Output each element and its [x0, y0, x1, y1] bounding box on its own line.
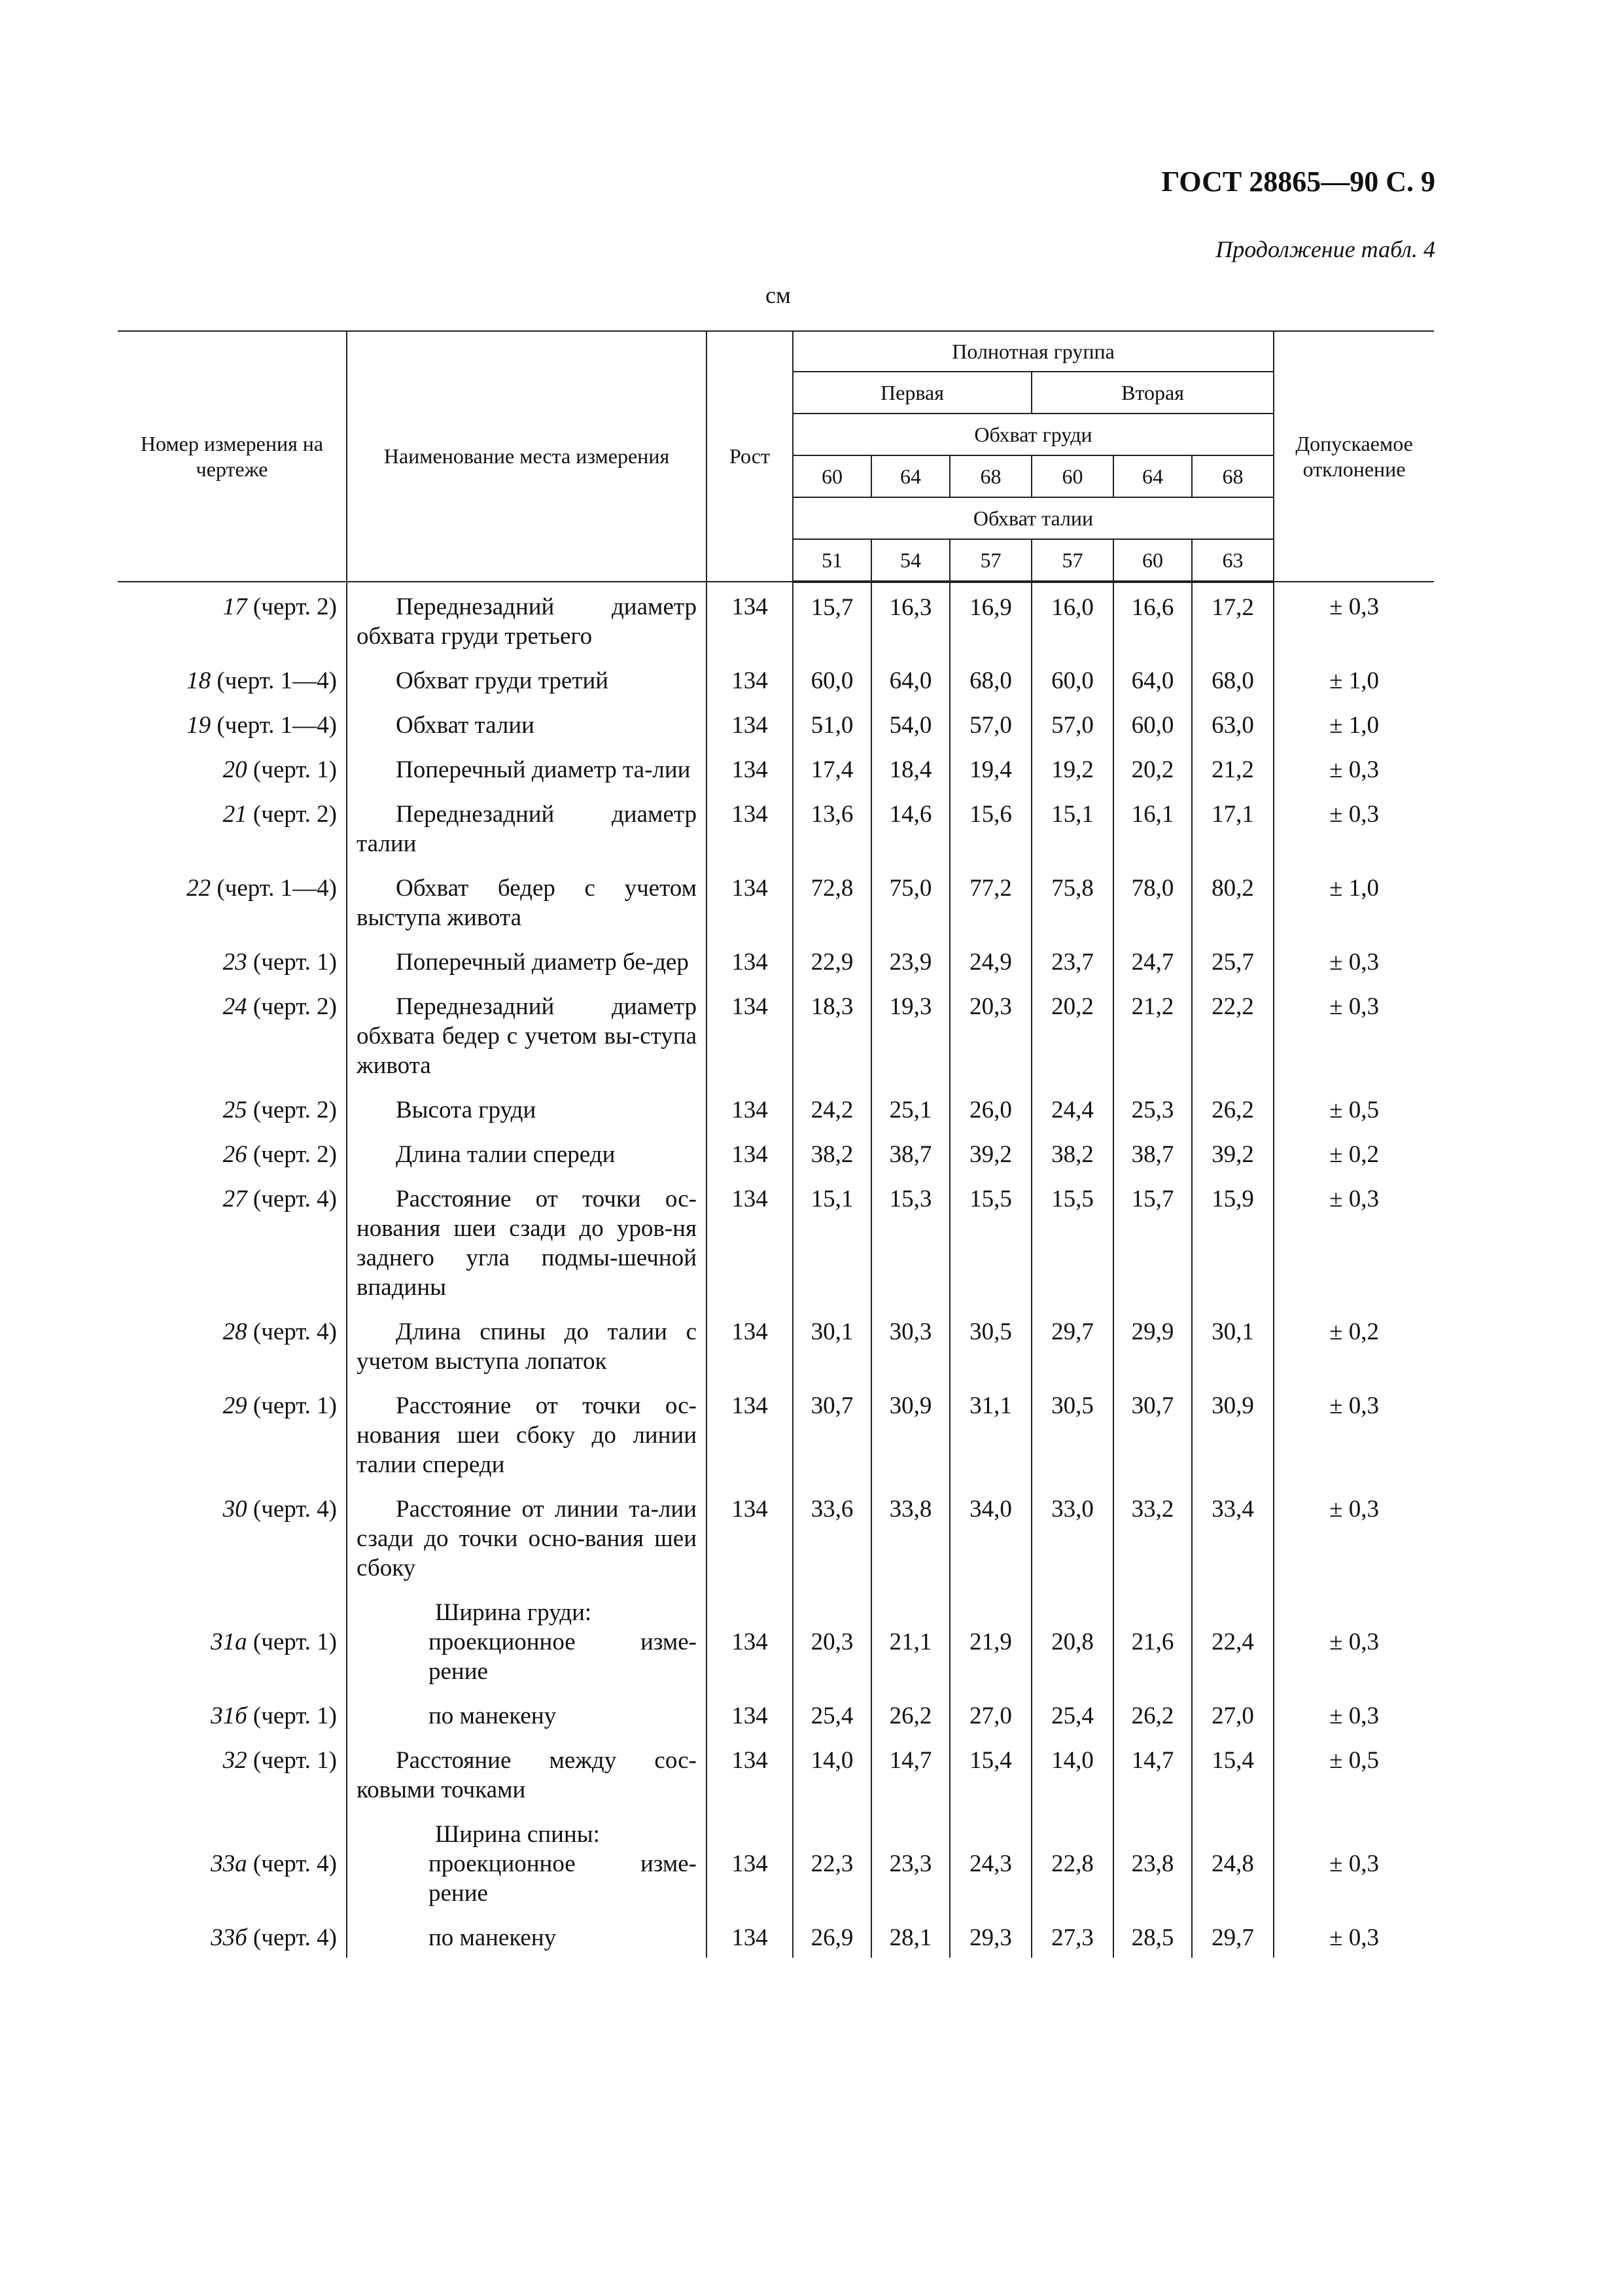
table-row [118, 1174, 1434, 1307]
measurement-value: 29,7 [1192, 1913, 1274, 1958]
table-row [118, 1691, 1434, 1736]
height-value: 134 [707, 1691, 793, 1736]
drawing-reference: (черт. 2) [247, 1141, 337, 1168]
measurement-value: 21,1 [871, 1588, 950, 1691]
measurement-value: 38,2 [793, 1130, 871, 1174]
measurement-value: 24,2 [793, 1086, 871, 1130]
measurement-value: 75,8 [1032, 864, 1113, 938]
measurement-number: 22 [186, 875, 211, 902]
measurement-value: 21,2 [1192, 745, 1274, 790]
measurement-value: 16,1 [1113, 790, 1192, 864]
measurement-number: 18 [186, 667, 211, 694]
measurement-value: 30,3 [871, 1307, 950, 1381]
measurement-number-cell [118, 745, 347, 790]
measurement-number-cell [118, 1691, 347, 1736]
measurement-value: 24,7 [1113, 938, 1192, 982]
header-measurement-name: Наименование места измерения [347, 331, 707, 582]
height-value: 134 [707, 982, 793, 1086]
height-value: 134 [707, 938, 793, 982]
measurement-value: 26,2 [871, 1691, 950, 1736]
units-label: см [765, 282, 791, 308]
measurement-name: Длина спины до талии с учетом выступа лопаток [357, 1318, 697, 1375]
measurement-number: 28 [222, 1318, 247, 1345]
measurement-number: 31б [211, 1703, 247, 1729]
measurement-value: 26,2 [1113, 1691, 1192, 1736]
drawing-reference: (черт. 1—4) [211, 712, 337, 739]
header-waist-girth: Обхват талии [793, 497, 1274, 539]
tolerance-value: ± 0,3 [1329, 1496, 1379, 1523]
measurement-name: Расстояние от линии та-лии сзади до точки осно-вания шеи сбоку [357, 1496, 697, 1581]
measurement-value: 19,2 [1032, 745, 1113, 790]
measurement-value: 80,2 [1192, 864, 1274, 938]
measurement-number: 26 [222, 1141, 247, 1168]
drawing-reference: (черт. 4) [247, 1924, 337, 1951]
measurement-value: 30,7 [1113, 1381, 1192, 1485]
table-row [118, 582, 1434, 656]
measurement-value: 30,5 [950, 1307, 1032, 1381]
measurement-value: 28,1 [871, 1913, 950, 1958]
tolerance-value: ± 0,3 [1329, 756, 1379, 783]
measurement-value: 72,8 [793, 864, 871, 938]
measurement-value: 17,1 [1192, 790, 1274, 864]
drawing-reference: (черт. 2) [247, 801, 337, 828]
measurement-value: 24,9 [950, 938, 1032, 982]
measurement-value: 23,3 [871, 1810, 950, 1913]
measurement-value: 75,0 [871, 864, 950, 938]
table-row [118, 790, 1434, 864]
measurement-value: 24,4 [1032, 1086, 1113, 1130]
measurement-value: 20,8 [1032, 1588, 1113, 1691]
standard-header: ГОСТ 28865—90 С. 9 [1161, 166, 1435, 198]
measurement-value: 30,1 [1192, 1307, 1274, 1381]
table-row [118, 1381, 1434, 1485]
header-chest-value: 60 [1032, 455, 1113, 497]
measurement-value: 15,3 [871, 1174, 950, 1307]
measurement-value: 38,7 [871, 1130, 950, 1174]
measurement-value: 19,3 [871, 982, 950, 1086]
measurement-name-cell [347, 1307, 707, 1381]
height-value: 134 [707, 1174, 793, 1307]
header-group-second: Вторая [1032, 372, 1274, 414]
measurement-number-cell [118, 1086, 347, 1130]
measurement-number: 29 [222, 1392, 247, 1419]
header-waist-value: 54 [871, 539, 950, 582]
measurement-name-cell [347, 1381, 707, 1485]
measurement-value: 22,2 [1192, 982, 1274, 1086]
measurement-number-cell [118, 1485, 347, 1588]
header-chest-value: 68 [1192, 455, 1274, 497]
tolerance-value: ± 0,3 [1329, 993, 1379, 1020]
measurement-value: 23,8 [1113, 1810, 1192, 1913]
measurement-value: 25,3 [1113, 1086, 1192, 1130]
drawing-reference: (черт. 1) [247, 1629, 337, 1655]
measurement-value: 77,2 [950, 864, 1032, 938]
table-row [118, 1810, 1434, 1913]
height-value: 134 [707, 582, 793, 656]
measurement-value: 14,0 [793, 1736, 871, 1810]
measurement-value: 15,5 [950, 1174, 1032, 1307]
measurement-number: 20 [222, 756, 247, 783]
table-continuation-label: Продолжение табл. 4 [1215, 236, 1435, 262]
measurement-value: 39,2 [1192, 1130, 1274, 1174]
drawing-reference: (черт. 4) [247, 1496, 337, 1523]
measurement-value: 23,9 [871, 938, 950, 982]
table-row [118, 982, 1434, 1086]
measurement-name: Расстояние от точки ос-нования шеи сбоку до линии талии спереди [357, 1392, 697, 1478]
height-value: 134 [707, 1086, 793, 1130]
measurement-value: 20,3 [793, 1588, 871, 1691]
measurement-number-cell [118, 864, 347, 938]
height-value: 134 [707, 1307, 793, 1381]
table-row [118, 1588, 1434, 1691]
measurement-name: проекционное изме-рение [428, 1629, 697, 1685]
measurement-value: 27,0 [950, 1691, 1032, 1736]
drawing-reference: (черт. 1—4) [211, 667, 337, 694]
measurement-value: 30,7 [793, 1381, 871, 1485]
header-chest-value: 64 [1113, 455, 1192, 497]
drawing-reference: (черт. 4) [247, 1850, 337, 1877]
measurement-value: 54,0 [871, 701, 950, 745]
measurement-name-cell [347, 582, 707, 656]
measurement-name-cell [347, 1810, 707, 1913]
measurement-name-cell [347, 1913, 707, 1958]
measurement-value: 22,3 [793, 1810, 871, 1913]
measurement-name-cell [347, 745, 707, 790]
tolerance-value: ± 0,3 [1329, 1392, 1379, 1419]
table-row [118, 864, 1434, 938]
header-chest-value: 64 [871, 455, 950, 497]
header-measurement-number: Номер измерения на чертеже [118, 331, 347, 582]
drawing-reference: (черт. 1—4) [211, 875, 337, 902]
tolerance-value: ± 1,0 [1329, 712, 1379, 739]
measurement-value: 24,8 [1192, 1810, 1274, 1913]
measurement-value: 33,8 [871, 1485, 950, 1588]
table-row [118, 938, 1434, 982]
drawing-reference: (черт. 1) [247, 1392, 337, 1419]
measurement-value: 27,3 [1032, 1913, 1113, 1958]
measurement-value: 17,2 [1192, 582, 1274, 656]
measurement-name: проекционное изме-рение [428, 1850, 697, 1907]
measurement-value: 57,0 [1032, 701, 1113, 745]
measurement-value: 25,4 [1032, 1691, 1113, 1736]
header-chest-value: 60 [793, 455, 871, 497]
measurement-value: 19,4 [950, 745, 1032, 790]
measurement-value: 21,9 [950, 1588, 1032, 1691]
measurement-value: 13,6 [793, 790, 871, 864]
measurement-name-cell [347, 790, 707, 864]
tolerance-value: ± 0,2 [1329, 1318, 1379, 1345]
tolerance-value: ± 0,3 [1329, 1703, 1379, 1729]
measurement-name: Поперечный диаметр бе-дер [396, 949, 689, 976]
measurement-value: 33,6 [793, 1485, 871, 1588]
measurement-name: Переднезадний диаметр талии [357, 801, 697, 857]
drawing-reference: (черт. 1) [247, 1747, 337, 1774]
measurement-value: 15,7 [1113, 1174, 1192, 1307]
table-row [118, 656, 1434, 701]
measurements-table [118, 330, 1434, 1958]
measurement-number-cell [118, 1913, 347, 1958]
measurement-value: 30,5 [1032, 1381, 1113, 1485]
measurement-value: 15,4 [950, 1736, 1032, 1810]
tolerance-value: ± 0,3 [1329, 801, 1379, 828]
tolerance-value: ± 0,3 [1329, 1850, 1379, 1877]
measurement-group-title: Ширина груди: [435, 1599, 592, 1626]
measurement-value: 18,4 [871, 745, 950, 790]
header-tolerance: Допускаемое отклонение [1274, 331, 1434, 582]
measurement-name: Обхват талии [396, 712, 534, 739]
measurement-name-cell [347, 1691, 707, 1736]
measurement-number: 23 [222, 949, 247, 976]
measurement-value: 30,9 [871, 1381, 950, 1485]
measurement-value: 22,4 [1192, 1588, 1274, 1691]
measurement-value: 14,6 [871, 790, 950, 864]
measurement-value: 14,0 [1032, 1736, 1113, 1810]
table-row [118, 701, 1434, 745]
tolerance-value: ± 0,2 [1329, 1141, 1379, 1168]
measurement-value: 20,2 [1113, 745, 1192, 790]
measurement-number: 33б [211, 1924, 247, 1951]
measurement-number: 19 [186, 712, 211, 739]
measurement-name: Обхват груди третий [396, 667, 609, 694]
measurement-value: 16,3 [871, 582, 950, 656]
measurement-name-cell [347, 1588, 707, 1691]
measurement-value: 60,0 [793, 656, 871, 701]
table-body [118, 582, 1434, 1958]
table-row [118, 1736, 1434, 1810]
height-value: 134 [707, 1381, 793, 1485]
measurement-value: 60,0 [1113, 701, 1192, 745]
measurement-group-title: Ширина спины: [435, 1821, 600, 1848]
measurement-value: 38,2 [1032, 1130, 1113, 1174]
measurement-value: 15,1 [793, 1174, 871, 1307]
table-row [118, 1913, 1434, 1958]
measurement-name: Переднезадний диаметр обхвата бедер с учетом вы-ступа живота [357, 993, 697, 1079]
measurement-value: 68,0 [1192, 656, 1274, 701]
measurement-value: 30,9 [1192, 1381, 1274, 1485]
drawing-reference: (черт. 1) [247, 756, 337, 783]
measurement-value: 25,7 [1192, 938, 1274, 982]
measurement-value: 30,1 [793, 1307, 871, 1381]
measurement-number-cell [118, 1588, 347, 1691]
measurement-number: 27 [222, 1186, 247, 1212]
measurement-value: 25,1 [871, 1086, 950, 1130]
measurement-value: 33,2 [1113, 1485, 1192, 1588]
table-row [118, 745, 1434, 790]
table-header [118, 331, 1434, 582]
measurement-number-cell [118, 582, 347, 656]
measurement-name: Высота груди [396, 1097, 536, 1123]
measurement-value: 15,6 [950, 790, 1032, 864]
tolerance-value: ± 0,3 [1329, 949, 1379, 976]
measurement-number-cell [118, 701, 347, 745]
measurement-number: 33а [211, 1850, 247, 1877]
measurement-name-cell [347, 938, 707, 982]
measurement-number-cell [118, 938, 347, 982]
measurement-value: 31,1 [950, 1381, 1032, 1485]
table-row [118, 1130, 1434, 1174]
measurement-name: Поперечный диаметр та-лии [396, 756, 691, 783]
height-value: 134 [707, 1485, 793, 1588]
measurement-value: 24,3 [950, 1810, 1032, 1913]
measurement-name: Расстояние от точки ос-нования шеи сзади до уров-ня заднего угла подмы-шечной впадины [357, 1186, 697, 1301]
measurement-value: 15,9 [1192, 1174, 1274, 1307]
measurement-value: 38,7 [1113, 1130, 1192, 1174]
measurement-value: 15,1 [1032, 790, 1113, 864]
measurement-name-cell [347, 1130, 707, 1174]
height-value: 134 [707, 745, 793, 790]
measurement-number: 30 [222, 1496, 247, 1523]
measurement-number-cell [118, 656, 347, 701]
measurement-number-cell [118, 1307, 347, 1381]
measurement-number-cell [118, 790, 347, 864]
measurement-value: 51,0 [793, 701, 871, 745]
measurement-value: 26,9 [793, 1913, 871, 1958]
header-group-first: Первая [793, 372, 1032, 414]
measurement-value: 27,0 [1192, 1691, 1274, 1736]
measurement-value: 16,6 [1113, 582, 1192, 656]
measurement-value: 26,0 [950, 1086, 1032, 1130]
height-value: 134 [707, 1130, 793, 1174]
measurement-value: 22,8 [1032, 1810, 1113, 1913]
tolerance-value: ± 0,5 [1329, 1097, 1379, 1123]
drawing-reference: (черт. 2) [247, 1097, 337, 1123]
tolerance-value: ± 0,3 [1329, 593, 1379, 620]
tolerance-value: ± 1,0 [1329, 667, 1379, 694]
measurement-name: по манекену [428, 1703, 557, 1729]
measurement-value: 15,5 [1032, 1174, 1113, 1307]
measurement-name-cell [347, 1174, 707, 1307]
measurement-number: 21 [222, 801, 247, 828]
height-value: 134 [707, 1810, 793, 1913]
measurement-value: 29,7 [1032, 1307, 1113, 1381]
tolerance-value: ± 0,3 [1329, 1186, 1379, 1212]
measurement-value: 15,4 [1192, 1736, 1274, 1810]
table-row [118, 1086, 1434, 1130]
height-value: 134 [707, 701, 793, 745]
measurement-number: 31а [211, 1629, 247, 1655]
measurement-value: 14,7 [1113, 1736, 1192, 1810]
measurement-number-cell [118, 1381, 347, 1485]
table-row [118, 1485, 1434, 1588]
header-fullness-group: Полнотная группа [793, 331, 1274, 372]
measurement-value: 39,2 [950, 1130, 1032, 1174]
tolerance-value: ± 0,3 [1329, 1924, 1379, 1951]
height-value: 134 [707, 656, 793, 701]
measurement-value: 20,3 [950, 982, 1032, 1086]
measurement-number: 32 [222, 1747, 247, 1774]
height-value: 134 [707, 1736, 793, 1810]
tolerance-value: ± 0,3 [1329, 1629, 1379, 1655]
drawing-reference: (черт. 4) [247, 1186, 337, 1212]
measurement-number-cell [118, 1130, 347, 1174]
measurement-name: Обхват бедер с учетом выступа живота [357, 875, 697, 931]
measurement-value: 29,9 [1113, 1307, 1192, 1381]
measurement-value: 78,0 [1113, 864, 1192, 938]
drawing-reference: (черт. 4) [247, 1318, 337, 1345]
measurement-value: 26,2 [1192, 1086, 1274, 1130]
measurement-value: 33,0 [1032, 1485, 1113, 1588]
measurement-value: 33,4 [1192, 1485, 1274, 1588]
measurement-value: 17,4 [793, 745, 871, 790]
measurement-value: 21,2 [1113, 982, 1192, 1086]
measurement-number-cell [118, 1736, 347, 1810]
measurement-name: по манекену [428, 1924, 557, 1951]
measurement-value: 57,0 [950, 701, 1032, 745]
measurement-name: Расстояние между сос-ковыми точками [357, 1747, 697, 1803]
measurement-name-cell [347, 1086, 707, 1130]
header-waist-value: 57 [950, 539, 1032, 582]
table-row [118, 1307, 1434, 1381]
height-value: 134 [707, 1588, 793, 1691]
measurement-value: 18,3 [793, 982, 871, 1086]
header-chest-value: 68 [950, 455, 1032, 497]
measurement-name-cell [347, 864, 707, 938]
tolerance-value: ± 1,0 [1329, 875, 1379, 902]
measurement-value: 68,0 [950, 656, 1032, 701]
measurement-number-cell [118, 1174, 347, 1307]
drawing-reference: (черт. 1) [247, 949, 337, 976]
height-value: 134 [707, 1913, 793, 1958]
header-height: Рост [707, 331, 793, 582]
tolerance-value: ± 0,5 [1329, 1747, 1379, 1774]
measurement-value: 23,7 [1032, 938, 1113, 982]
measurement-value: 64,0 [1113, 656, 1192, 701]
measurement-name-cell [347, 656, 707, 701]
header-waist-value: 57 [1032, 539, 1113, 582]
measurement-name-cell [347, 1485, 707, 1588]
measurement-name-cell [347, 1736, 707, 1810]
header-chest-girth: Обхват груди [793, 414, 1274, 455]
measurement-name-cell [347, 982, 707, 1086]
height-value: 134 [707, 864, 793, 938]
measurement-value: 34,0 [950, 1485, 1032, 1588]
measurement-number-cell [118, 1810, 347, 1913]
height-value: 134 [707, 790, 793, 864]
measurement-value: 64,0 [871, 656, 950, 701]
measurement-value: 15,7 [793, 582, 871, 656]
drawing-reference: (черт. 2) [247, 593, 337, 620]
measurement-value: 14,7 [871, 1736, 950, 1810]
header-waist-value: 63 [1192, 539, 1274, 582]
measurement-number: 17 [222, 593, 247, 620]
measurement-value: 28,5 [1113, 1913, 1192, 1958]
measurement-value: 60,0 [1032, 656, 1113, 701]
measurement-number: 24 [222, 993, 247, 1020]
measurement-value: 29,3 [950, 1913, 1032, 1958]
measurement-name-cell [347, 701, 707, 745]
drawing-reference: (черт. 2) [247, 993, 337, 1020]
measurement-number: 25 [222, 1097, 247, 1123]
measurement-number-cell [118, 982, 347, 1086]
measurement-value: 21,6 [1113, 1588, 1192, 1691]
measurement-value: 63,0 [1192, 701, 1274, 745]
measurement-name: Переднезадний диаметр обхвата груди третьего [357, 593, 697, 650]
measurement-value: 25,4 [793, 1691, 871, 1736]
drawing-reference: (черт. 1) [247, 1703, 337, 1729]
measurement-name: Длина талии спереди [396, 1141, 616, 1168]
measurement-value: 16,0 [1032, 582, 1113, 656]
measurement-value: 20,2 [1032, 982, 1113, 1086]
measurement-value: 22,9 [793, 938, 871, 982]
header-waist-value: 60 [1113, 539, 1192, 582]
measurement-value: 16,9 [950, 582, 1032, 656]
header-waist-value: 51 [793, 539, 871, 582]
